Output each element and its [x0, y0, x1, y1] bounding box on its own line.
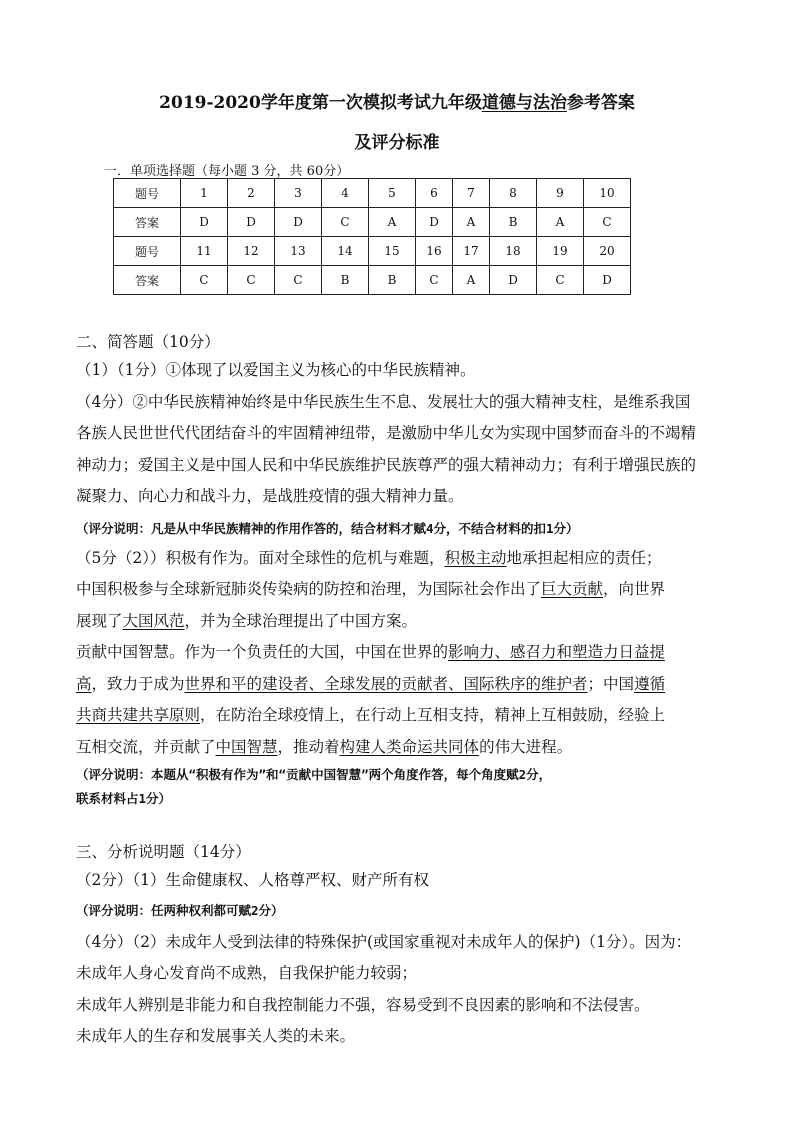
answer-table	[113, 178, 631, 295]
key-point: 中国智慧	[215, 737, 278, 756]
table-cell: 1	[181, 179, 228, 208]
key-point: 世界和平的建设者、全球发展的贡献者、国际秩序的维护者	[184, 674, 588, 693]
title-subject: 道德与法治	[481, 93, 567, 113]
key-point: 大国风范	[122, 611, 185, 630]
title-suffix: 参考答案	[566, 93, 635, 113]
table-cell: D	[584, 266, 631, 295]
paragraph-line: （4分）②中华民族精神始终是中华民族生生不息、发展壮大的强大精神支柱，是维系我国	[76, 392, 691, 411]
table-cell: C	[228, 266, 275, 295]
paragraph-line	[76, 700, 726, 732]
paragraph-line	[76, 669, 726, 701]
table-cell: B	[369, 266, 416, 295]
table-cell: 16	[416, 237, 453, 266]
row-label: 答案	[114, 266, 181, 295]
paragraph-line: 各族人民世世代代团结奋斗的牢固精神纽带，是激励中华儿女为实现中国梦而奋斗的不竭精	[76, 424, 697, 442]
text-span: ，致力于成为	[91, 674, 185, 693]
table-cell: D	[490, 266, 537, 295]
table-cell: 6	[416, 179, 453, 208]
table-cell: C	[416, 266, 453, 295]
document-title	[0, 88, 794, 113]
table-cell: 14	[322, 237, 369, 266]
paragraph-line	[76, 574, 726, 606]
section2-body	[76, 355, 726, 811]
table-cell: 13	[275, 237, 322, 266]
key-point: 高	[76, 674, 92, 693]
table-cell: 15	[369, 237, 416, 266]
row-label: 答案	[114, 208, 181, 237]
table-cell: 18	[490, 237, 537, 266]
reason-line: 未成年人身心发育尚不成熟，自我保护能力较弱；	[76, 964, 418, 982]
table-cell: 2	[228, 179, 275, 208]
key-point: 遵循	[634, 674, 666, 693]
text-span: （5分（2））积极有作为。面对全球性的危机与难题，	[76, 548, 445, 567]
table-cell: 9	[537, 179, 584, 208]
table-cell: 7	[453, 179, 490, 208]
title-prefix: 2019-2020学年度第一次模拟考试九年级	[159, 93, 482, 113]
table-cell: B	[322, 266, 369, 295]
key-point: 巨大贡献	[541, 580, 604, 598]
row-label: 题号	[114, 179, 181, 208]
paragraph-line: 神动力；爱国主义是中国人民和中华民族维护民族尊严的强大精神动力；有利于增强民族的	[76, 455, 697, 474]
key-point: 构建人类命运共同体	[339, 737, 480, 756]
answer-table-body	[114, 179, 631, 295]
text-span: 中国积极参与全球新冠肺炎传染病的防控和治理，为国际社会作出了	[76, 580, 542, 598]
table-cell: C	[322, 208, 369, 237]
table-cell: 12	[228, 237, 275, 266]
scoring-note: （评分说明：本题从“积极有作为”和“贡献中国智慧”两个角度作答，每个角度赋2分，	[76, 767, 552, 782]
table-cell: C	[537, 266, 584, 295]
reason-line: 未成年人辨别是非能力和自我控制能力不强，容易受到不良因素的影响和不法侵害。	[76, 995, 650, 1014]
section2-heading: 二、简答题（10分）	[76, 333, 220, 351]
table-cell: C	[275, 266, 322, 295]
paragraph-line	[76, 543, 726, 575]
table-cell: 5	[369, 179, 416, 208]
scoring-note: 联系材料占1分）	[76, 791, 172, 806]
reason-line: 未成年人的生存和发展事关人类的未来。	[76, 1027, 356, 1045]
text-span: 展现了	[76, 611, 123, 630]
table-cell: A	[453, 266, 490, 295]
table-cell: 4	[322, 179, 369, 208]
text-span: 地承担起相应的责任；	[506, 548, 662, 567]
table-cell: C	[584, 208, 631, 237]
table-cell: 10	[584, 179, 631, 208]
section3-q1: （2分）（1）生命健康权、人格尊严权、财产所有权	[76, 871, 429, 889]
table-cell: C	[181, 266, 228, 295]
table-cell: D	[228, 208, 275, 237]
table-cell: 8	[490, 179, 537, 208]
table-cell: 17	[453, 237, 490, 266]
section1-heading: 一．单项选择题（每小题 3 分，共 60分）	[104, 164, 350, 179]
text-span: 的伟大进程。	[479, 737, 573, 756]
section3-heading: 三、分析说明题（14分）	[76, 843, 251, 861]
scoring-note: （评分说明：凡是从中华民族精神的作用作答的，结合材料才赋4分，不结合材料的扣1分）	[76, 520, 579, 536]
row-label: 题号	[114, 237, 181, 266]
paragraph-line	[76, 606, 726, 638]
key-point: 共商共建共享原则	[76, 706, 201, 724]
key-point: 影响力、感召力和塑造力日益提	[448, 643, 666, 661]
text-span: 贡献中国智慧。作为一个负责任的大国，中国在世界的	[76, 643, 449, 661]
paragraph-line	[76, 637, 726, 669]
scoring-note: （评分说明：任两种权利都可赋2分）	[76, 902, 284, 918]
section3-q2: （4分）（2）未成年人受到法律的特殊保护(或国家重视对未成年人的保护)（1分）。因为：	[76, 932, 692, 951]
text-span: ，推动着	[277, 737, 340, 756]
document-subtitle: 及评分标准	[354, 133, 440, 153]
table-row	[114, 179, 631, 208]
paragraph-line	[76, 732, 726, 764]
text-span: ，在防治全球疫情上，在行动上互相支持，精神上互相鼓励，经验上	[200, 706, 666, 724]
table-cell: A	[369, 208, 416, 237]
section2-q1: （1）（1分）①体现了以爱国主义为核心的中华民族精神。	[76, 361, 476, 379]
text-span: ；中国	[587, 674, 635, 693]
table-cell: 3	[275, 179, 322, 208]
table-row	[114, 237, 631, 266]
text-span: 互相交流，并贡献了	[76, 737, 216, 756]
table-cell: A	[453, 208, 490, 237]
table-cell: 19	[537, 237, 584, 266]
table-cell: D	[181, 208, 228, 237]
table-cell: 20	[584, 237, 631, 266]
table-cell: 11	[181, 237, 228, 266]
text-span: ，向世界	[603, 580, 666, 598]
table-cell: D	[275, 208, 322, 237]
table-cell: A	[537, 208, 584, 237]
paragraph-line: 凝聚力、向心力和战斗力，是战胜疫情的强大精神力量。	[76, 487, 464, 505]
section3-body	[76, 865, 726, 1053]
text-span: ，并为全球治理提出了中国方案。	[184, 611, 418, 630]
key-point: 积极主动	[444, 548, 507, 567]
table-row	[114, 266, 631, 295]
table-cell: D	[416, 208, 453, 237]
table-cell: B	[490, 208, 537, 237]
table-row	[114, 208, 631, 237]
